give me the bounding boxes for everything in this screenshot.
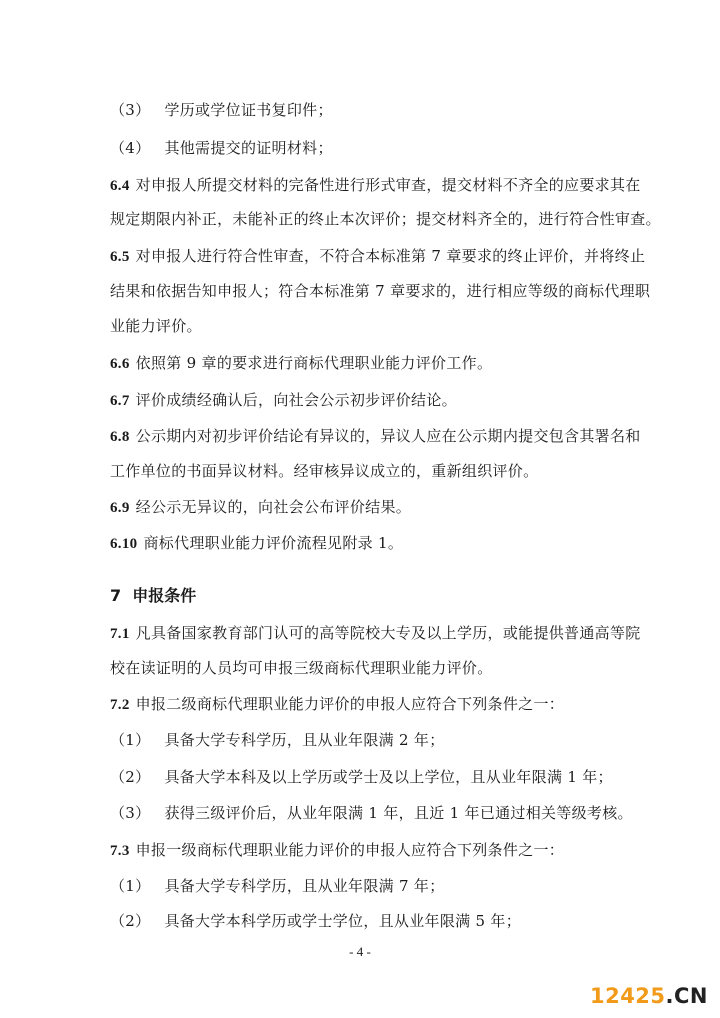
section-heading (110, 583, 196, 606)
clause-continuation (110, 281, 650, 301)
clause (110, 175, 641, 196)
clause-number: 6.7 (110, 393, 130, 409)
clause-continuation (110, 316, 202, 336)
list-item (110, 730, 445, 750)
list-item (110, 803, 633, 823)
clause (110, 246, 645, 267)
clause-text: 业能力评价。 (110, 317, 202, 335)
section-number: 7 (110, 586, 122, 605)
item-number: （3） (110, 804, 151, 822)
clause-continuation (110, 209, 661, 229)
clause-continuation (110, 658, 493, 678)
item-number: （3） (110, 101, 151, 119)
clause-number: 7.1 (110, 626, 130, 642)
item-number: （2） (110, 912, 151, 930)
section-title: 申报条件 (132, 586, 197, 605)
list-item (110, 138, 333, 158)
list-item (110, 100, 333, 120)
item-text: 具备大学专科学历，且从业年限满 7 年； (164, 877, 445, 895)
clause-number: 7.3 (110, 843, 130, 859)
clause (110, 353, 492, 374)
item-text: 获得三级评价后，从业年限满 1 年，且近 1 年已通过相关等级考核。 (164, 804, 633, 822)
clause (110, 623, 641, 644)
page-number: - 4 - (349, 944, 371, 959)
watermark-logo (590, 984, 708, 1008)
clause-number: 6.6 (110, 356, 130, 372)
clause (110, 840, 564, 861)
watermark-part2: .CN (665, 984, 708, 1008)
list-item (110, 911, 521, 931)
clause-text: 评价成绩经确认后，向社会公示初步评价结论。 (135, 391, 457, 409)
watermark-part1: 12425 (589, 984, 666, 1008)
clause-text: 凡具备国家教育部门认可的高等院校大专及以上学历，或能提供普通高等院 (135, 624, 641, 642)
clause-text: 工作单位的书面异议材料。经审核异议成立的，重新组织评价。 (110, 462, 539, 480)
item-text: 其他需提交的证明材料； (164, 139, 333, 157)
clause (110, 390, 457, 411)
clause-number: 6.4 (110, 178, 130, 194)
item-number: （2） (110, 768, 151, 786)
clause-text: 校在读证明的人员均可申报三级商标代理职业能力评价。 (110, 659, 493, 677)
clause-number: 6.5 (110, 249, 130, 265)
item-number: （1） (110, 731, 151, 749)
item-text: 学历或学位证书复印件； (164, 101, 333, 119)
clause-number: 7.2 (110, 697, 130, 713)
item-number: （1） (110, 877, 151, 895)
clause-text: 对申报人所提交材料的完备性进行形式审查，提交材料不齐全的应要求其在 (135, 176, 641, 194)
item-text: 具备大学本科学历或学士学位，且从业年限满 5 年； (164, 912, 522, 930)
clause-text: 对申报人进行符合性审查，不符合本标准第 7 章要求的终止评价，并将终止 (135, 247, 646, 265)
list-item (110, 767, 613, 787)
item-number: （4） (110, 139, 151, 157)
clause-number: 6.10 (110, 536, 138, 552)
clause-text: 规定期限内补正，未能补正的终止本次评价；提交材料齐全的，进行符合性审查。 (110, 210, 661, 228)
clause (110, 426, 641, 447)
clause-text: 申报二级商标代理职业能力评价的申报人应符合下列条件之一： (135, 695, 565, 713)
item-text: 具备大学专科学历，且从业年限满 2 年； (164, 731, 445, 749)
clause-text: 公示期内对初步评价结论有异议的，异议人应在公示期内提交包含其署名和 (135, 427, 641, 445)
clause-text: 依照第 9 章的要求进行商标代理职业能力评价工作。 (135, 354, 493, 372)
clause-number: 6.9 (110, 500, 130, 516)
clause-text: 商标代理职业能力评价流程见附录 1。 (143, 534, 404, 552)
list-item (110, 876, 445, 896)
clause-text: 申报一级商标代理职业能力评价的申报人应符合下列条件之一： (135, 841, 565, 859)
clause (110, 533, 403, 554)
clause-number: 6.8 (110, 429, 130, 445)
clause-text: 经公示无异议的，向社会公布评价结果。 (135, 498, 412, 516)
clause-text: 结果和依据告知申报人；符合本标准第 7 章要求的，进行相应等级的商标代理职 (110, 282, 651, 300)
clause-continuation (110, 461, 538, 481)
clause (110, 694, 564, 715)
clause (110, 497, 411, 518)
item-text: 具备大学本科及以上学历或学士及以上学位，且从业年限满 1 年； (164, 768, 613, 786)
